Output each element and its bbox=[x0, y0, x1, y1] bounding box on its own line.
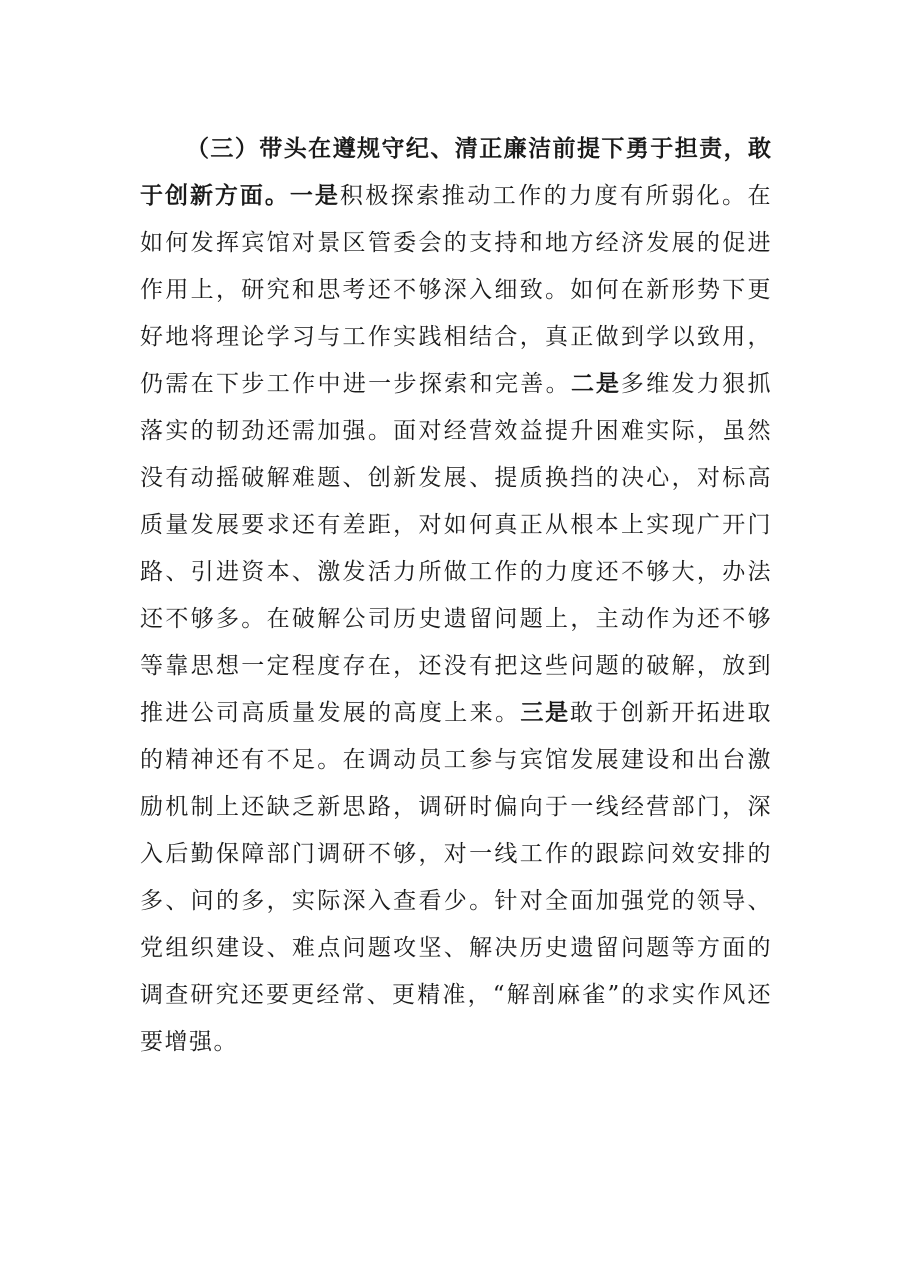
point-1-label: 一是 bbox=[289, 183, 340, 209]
body-paragraph bbox=[140, 126, 772, 1066]
point-1-text: 积极探索推动工作的力度有所弱化。在如何发挥宾馆对景区管委会的支持和地方经济发展的促进作用上，研究和思考还不够深入细致。如何在新形势下更好地将理论学习与工作实践相结合，真正做到学以致用，仍需在下步工作中进一步探索和完善。 bbox=[140, 183, 773, 397]
point-2-label: 二是 bbox=[571, 371, 621, 397]
section-heading: （三）带头在遵规守纪、清正廉洁前提下勇于担责，敢于创新方面。 bbox=[140, 136, 772, 209]
point-2-text: 多维发力狠抓落实的韧劲还需加强。面对经营效益提升困难实际，虽然没有动摇破解难题、创新发展、提质换挡的决心，对标高质量发展要求还有差距，对如何真正从根本上实现广开门路、引进资本、激发活力所做工作的力度还不够大，办法还不够多。在破解公司历史遗留问题上，主动作为还不够等靠思想一定程度存在，还没有把这些问题的破解，放到推进公司高质量发展的高度上来。 bbox=[140, 371, 773, 726]
point-3-label: 三是 bbox=[520, 700, 571, 726]
point-3-text: 敢于创新开拓进取的精神还有不足。在调动员工参与宾馆发展建设和出台激励机制上还缺乏新思路，调研时偏向于一线经营部门，深入后勤保障部门调研不够，对一线工作的跟踪问效安排的多、问的多，实际深入查看少。针对全面加强党的领导、党组织建设、难点问题攻坚、解决历史遗留问题等方面的调查研究还要更经常、更精准，“解剖麻雀”的求实作风还要增强。 bbox=[140, 700, 773, 1055]
